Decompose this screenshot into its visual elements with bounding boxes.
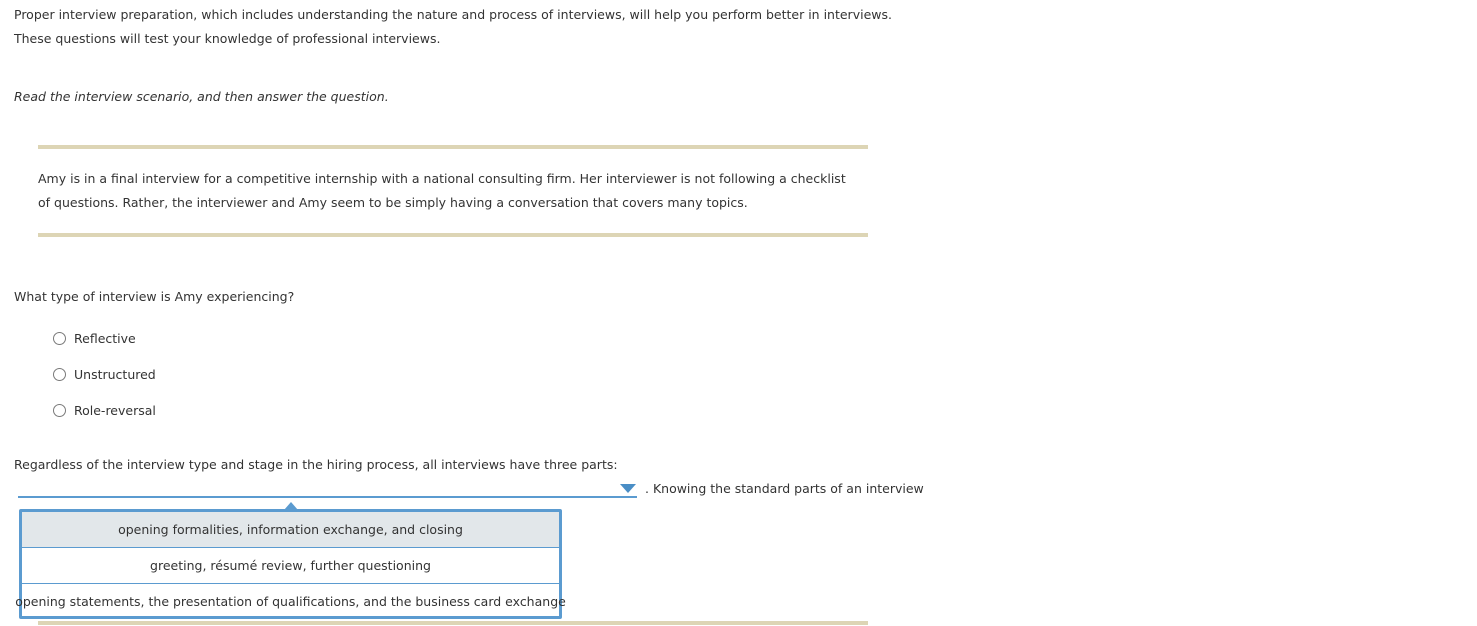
option-reflective[interactable] [53,328,136,348]
option-label: Unstructured [74,366,156,382]
chevron-down-icon[interactable] [620,484,636,493]
option-label: Reflective [74,330,136,346]
dropdown-select[interactable] [18,496,637,498]
dropdown-option-opening-formalities[interactable]: opening formalities, information exchange, and closing [22,512,559,548]
instruction-text: Read the interview scenario, and then answer the question. [14,89,389,104]
option-label: Role-reversal [74,402,156,418]
scenario-top-rule [38,145,868,149]
radio-button[interactable] [53,368,66,381]
option-role-reversal[interactable] [53,400,156,420]
question-2-continuation: . Knowing the standard parts of an interview [645,481,924,496]
dropdown-option-greeting[interactable]: greeting, résumé review, further questioning [22,548,559,584]
question-1-prompt: What type of interview is Amy experiencing? [14,289,295,304]
bottom-rule [38,621,868,625]
radio-button[interactable] [53,332,66,345]
scenario-bottom-rule [38,233,868,237]
dropdown-option-opening-statements[interactable]: opening statements, the presentation of qualifications, and the business card exchange [15,594,566,609]
scenario-text: Amy is in a final interview for a competitive internship with a national consulting firm. Her interviewer is not following a checklist of questions. Rather, the interviewer and Amy seem to be simply having a conversation that covers many topics. [38,171,846,210]
intro-text: Proper interview preparation, which includes understanding the nature and process of interviews, will help you perform better in interviews. These questions will test your knowledge of professional interviews. [14,7,892,46]
radio-button[interactable] [53,404,66,417]
question-2-prompt: Regardless of the interview type and stage in the hiring process, all interviews have three parts: [14,457,618,472]
option-unstructured[interactable] [53,364,156,384]
dropdown-menu [15,509,566,619]
